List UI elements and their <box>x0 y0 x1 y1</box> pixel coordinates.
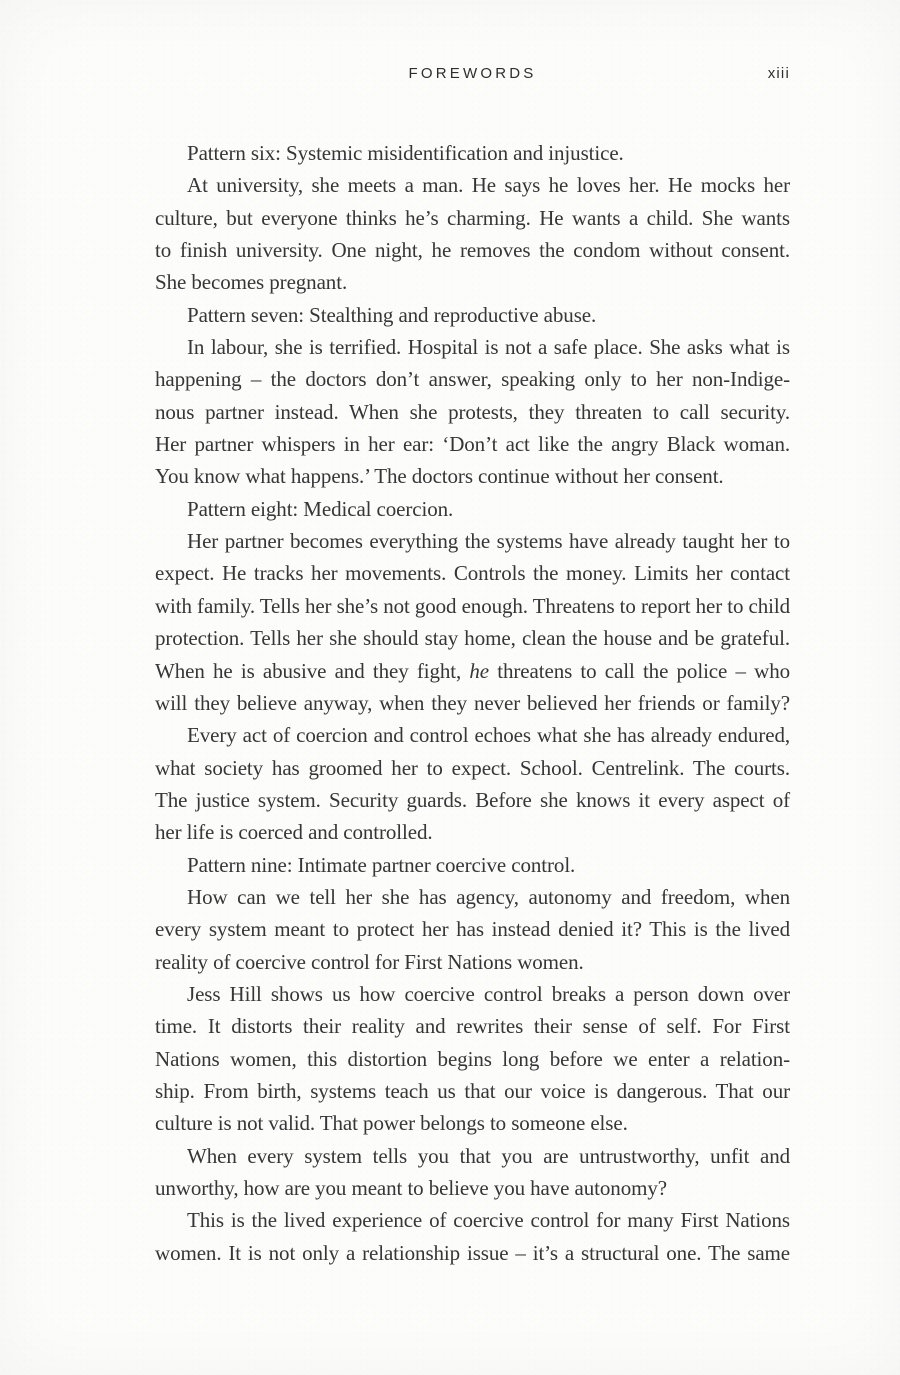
text-line-p10-l3: Nations women, this distortion begins long before we enter a relation- <box>155 1046 790 1071</box>
text-line-p2-l4: She becomes pregnant. <box>155 270 348 295</box>
text-line-p3-l1: Pattern seven: Stealthing and reproductive abuse. <box>187 302 597 327</box>
text-line-p4-l2: happening – the doctors don’t answer, speaking only to her non-Indige- <box>155 367 790 392</box>
page-number: xiii <box>767 65 790 82</box>
text-line-p10-l2: time. It distorts their reality and rewrites their sense of self. For First <box>155 1014 790 1039</box>
text-line-p11-l1: When every system tells you that you are untrustworthy, unfit and <box>187 1143 790 1168</box>
text-line-p4-l1: In labour, she is terrified. Hospital is not a safe place. She asks what is <box>187 335 790 360</box>
text-line-p4-l4: Her partner whispers in her ear: ‘Don’t act like the angry Black woman. <box>155 432 790 457</box>
page-header <box>155 64 790 84</box>
text-line-p9-l2: every system meant to protect her has instead denied it? This is the lived <box>155 917 790 942</box>
text-line-p11-l2: unworthy, how are you meant to believe you have autonomy? <box>155 1176 667 1200</box>
text-line-p10-l5: culture is not valid. That power belongs to someone else. <box>155 1111 628 1136</box>
text-line-p4-l3: nous partner instead. When she protests, they threaten to call security. <box>155 399 790 424</box>
running-head-title: FOREWORDS <box>408 65 537 82</box>
text-line-p6-l2: expect. He tracks her movements. Controls the money. Limits her contact <box>155 561 790 586</box>
text-line-p6-l1: Her partner becomes everything the systems have already taught her to <box>187 529 790 554</box>
text-line-p4-l5: You know what happens.’ The doctors continue without her consent. <box>155 464 724 489</box>
text-line-p2-l3: to finish university. One night, he removes the condom without consent. <box>155 238 790 263</box>
text-line-p7-l4: her life is coerced and controlled. <box>155 820 433 845</box>
text-line-p12-l2: women. It is not only a relationship issue – it’s a structural one. The same <box>155 1240 790 1265</box>
text-line-p1-l1: Pattern six: Systemic misidentification and injustice. <box>187 141 624 165</box>
text-line-p6-l5: When he is abusive and they fight, he threatens to call the police – who <box>155 658 790 683</box>
text-line-p8-l1: Pattern nine: Intimate partner coercive control. <box>187 852 576 877</box>
text-line-p10-l4: ship. From birth, systems teach us that our voice is dangerous. That our <box>155 1078 790 1103</box>
text-line-p10-l1: Jess Hill shows us how coercive control breaks a person down over <box>187 981 790 1006</box>
text-line-p2-l1: At university, she meets a man. He says he loves her. He mocks her <box>187 173 790 198</box>
text-line-p6-l3: with family. Tells her she’s not good enough. Threatens to report her to child <box>155 593 790 618</box>
text-line-p2-l2: culture, but everyone thinks he’s charming. He wants a child. She wants <box>155 205 790 230</box>
text-line-p6-l4: protection. Tells her she should stay home, clean the house and be grateful. <box>155 626 790 651</box>
text-block <box>155 137 790 1269</box>
text-line-p9-l3: reality of coercive control for First Nations women. <box>155 949 584 974</box>
text-line-p12-l1: This is the lived experience of coercive control for many First Nations <box>187 1208 790 1233</box>
text-line-p6-l6: will they believe anyway, when they never believed her friends or family? <box>155 690 790 715</box>
text-line-p7-l1: Every act of coercion and control echoes what she has already endured, <box>187 723 790 748</box>
text-line-p7-l3: The justice system. Security guards. Before she knows it every aspect of <box>155 787 790 812</box>
text-line-p9-l1: How can we tell her she has agency, autonomy and freedom, when <box>187 884 790 909</box>
text-line-p5-l1: Pattern eight: Medical coercion. <box>187 496 454 521</box>
text-line-p7-l2: what society has groomed her to expect. School. Centrelink. The courts. <box>155 755 790 780</box>
